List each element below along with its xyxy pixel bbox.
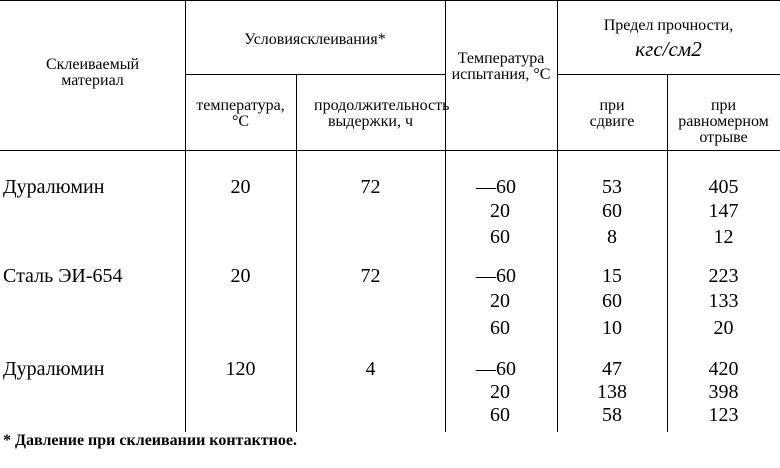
row1-test-1: —60: [476, 176, 516, 198]
row1-tear-2: 147: [708, 200, 739, 222]
row3-shear-2: 138: [597, 381, 627, 403]
row2-test-2: 20: [490, 290, 510, 312]
row3-tear-3: 123: [708, 404, 739, 426]
row3-test-1: —60: [476, 358, 516, 380]
row1-test-2: 20: [490, 200, 510, 222]
header-sub-rule: [185, 74, 445, 75]
table-top-rule: [0, 0, 780, 1]
row1-tear-3: 12: [713, 226, 734, 248]
header-conditions: Условиясклеивания*: [244, 31, 386, 48]
row1-temp: 20: [230, 176, 251, 198]
header-test-temp: Температура испытания, °C: [451, 50, 551, 83]
row3-shear-1: 47: [602, 358, 622, 380]
row2-material: Сталь ЭИ-654: [3, 265, 123, 287]
row1-shear-1: 53: [602, 176, 622, 198]
row2-temp: 20: [230, 265, 251, 287]
row2-duration: 72: [360, 265, 381, 287]
row1-tear-1: 405: [708, 176, 739, 198]
row1-test-3: 60: [490, 226, 510, 248]
header-tear: при равномерном отрыве: [678, 97, 769, 146]
row2-shear-3: 10: [602, 317, 622, 339]
row1-shear-2: 60: [602, 200, 622, 222]
row2-shear-1: 15: [602, 265, 622, 287]
header-material: Склеиваемый материал: [45, 56, 140, 89]
header-temp: температура, °C: [196, 97, 285, 130]
row3-shear-3: 58: [602, 404, 622, 426]
header-sub-rule-right: [557, 74, 780, 75]
header-strength-unit: кгс/см2: [635, 37, 702, 61]
row2-test-3: 60: [490, 317, 510, 339]
row3-material: Дуралюмин: [3, 358, 105, 380]
row2-shear-2: 60: [602, 290, 622, 312]
row2-tear-2: 133: [708, 290, 739, 312]
row3-test-3: 60: [490, 404, 510, 426]
row3-duration: 4: [365, 358, 376, 380]
row3-test-2: 20: [490, 381, 510, 403]
row2-test-1: —60: [476, 265, 516, 287]
row2-tear-1: 223: [708, 265, 739, 287]
header-shear: при сдвиге: [589, 97, 635, 130]
header-bottom-rule: [0, 150, 780, 151]
row3-temp: 120: [225, 358, 256, 380]
row1-duration: 72: [360, 176, 381, 198]
header-strength: Предел прочности,: [603, 17, 734, 34]
row3-tear-1: 420: [708, 358, 739, 380]
row1-shear-3: 8: [607, 226, 617, 248]
row3-tear-2: 398: [708, 381, 739, 403]
row1-material: Дуралюмин: [3, 176, 105, 198]
row2-tear-3: 20: [713, 317, 734, 339]
header-duration: продолжительность выдержки, ч: [314, 97, 450, 130]
footnote: * Давление при склеивании контактное.: [3, 432, 297, 449]
